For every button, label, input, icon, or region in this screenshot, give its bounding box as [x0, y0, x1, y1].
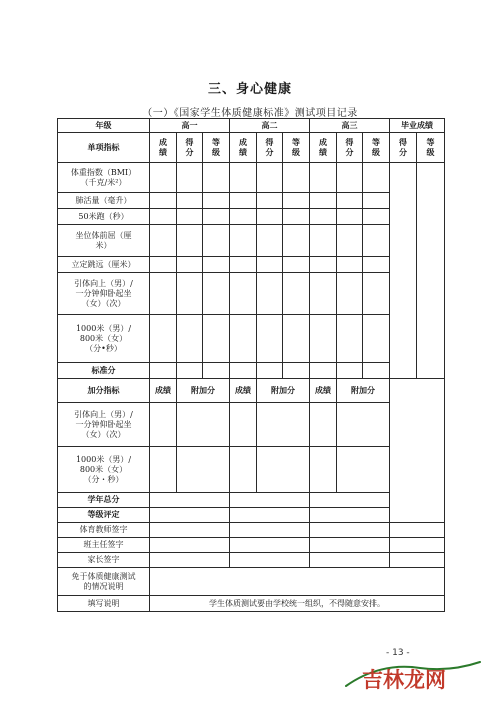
table-row — [58, 538, 445, 553]
bonus-header-row — [58, 379, 445, 403]
header-row-items — [58, 133, 445, 163]
item-50m-run: 50米跑（秒） — [58, 209, 150, 225]
table-row — [58, 596, 445, 612]
bonus-points-header: 附加分 — [257, 379, 310, 403]
grad-col-points: 得 分 — [390, 133, 417, 163]
col-level: 等 级 — [283, 133, 310, 163]
fitness-record-table — [57, 118, 445, 612]
item-pullup-situp: 引体向上（男）/ 一分钟仰卧起坐 （女）（次） — [58, 273, 150, 315]
table-row — [58, 163, 445, 193]
bonus-score-header: 成绩 — [310, 379, 337, 403]
grad-level-cell[interactable] — [417, 163, 445, 379]
table-row — [58, 315, 445, 363]
head-teacher-signature-label: 班主任签字 — [58, 538, 150, 553]
item-label: 单项指标 — [58, 133, 150, 163]
table-row — [58, 225, 445, 257]
item-bmi: 体重指数（BMI） （千克/米²） — [58, 163, 150, 193]
exemption-cell[interactable] — [150, 568, 445, 596]
table-row — [58, 447, 445, 493]
table-row — [58, 403, 445, 447]
header-row-grade — [58, 119, 445, 133]
grade-label: 年级 — [58, 119, 150, 133]
table-row — [58, 508, 445, 523]
col-points: 得 分 — [257, 133, 283, 163]
table-row — [58, 273, 445, 315]
page-title: 三、身心健康 — [207, 82, 292, 97]
watermark-text: 吉林龙网 — [362, 668, 446, 692]
page-number: - 13 - — [386, 648, 410, 658]
col-score: 成 绩 — [230, 133, 257, 163]
table-row — [58, 493, 445, 508]
bonus-item-pullup-situp: 引体向上（男）/ 一分钟仰卧起坐 （女）（次） — [58, 403, 150, 447]
graduation-score-header: 毕业成绩 — [390, 119, 445, 133]
site-watermark-logo — [340, 656, 490, 694]
standard-score-label: 标准分 — [58, 363, 150, 379]
item-sit-reach: 坐位体前屈（厘 米） — [58, 225, 150, 257]
table-row — [58, 553, 445, 568]
table-row — [58, 257, 445, 273]
table-row — [58, 363, 445, 379]
col-points: 得 分 — [337, 133, 363, 163]
grade-year1: 高一 — [150, 119, 230, 133]
bonus-label: 加分指标 — [58, 379, 150, 403]
bonus-score-header: 成绩 — [150, 379, 177, 403]
grade-year3: 高三 — [310, 119, 390, 133]
item-long-jump: 立定跳远（厘米） — [58, 257, 150, 273]
exemption-label: 免于体质健康测试 的情况说明 — [58, 568, 150, 596]
col-points: 得 分 — [177, 133, 203, 163]
grad-col-level: 等 级 — [417, 133, 445, 163]
table-row — [58, 209, 445, 225]
table-row — [58, 568, 445, 596]
col-score: 成 绩 — [310, 133, 337, 163]
table-row — [58, 193, 445, 209]
bonus-score-header: 成绩 — [230, 379, 257, 403]
table-row — [58, 523, 445, 538]
item-vital-capacity: 肺活量（毫升） — [58, 193, 150, 209]
fill-note-label: 填写说明 — [58, 596, 150, 612]
col-score: 成 绩 — [150, 133, 177, 163]
grad-points-cell[interactable] — [390, 163, 417, 379]
col-level: 等 级 — [363, 133, 390, 163]
grade-year2: 高二 — [230, 119, 310, 133]
bonus-graduation-cell — [390, 379, 445, 523]
pe-teacher-signature-label: 体育教师签字 — [58, 523, 150, 538]
item-endurance-run: 1000米（男）/ 800米（女） （分•秒） — [58, 315, 150, 363]
table-caption: （一）《国家学生体质健康标准》测试项目记录 — [142, 108, 358, 119]
level-rating-label: 等级评定 — [58, 508, 150, 523]
total-score-label: 学年总分 — [58, 493, 150, 508]
bonus-points-header: 附加分 — [337, 379, 390, 403]
col-level: 等 级 — [203, 133, 230, 163]
parent-signature-label: 家长签字 — [58, 553, 150, 568]
bonus-points-header: 附加分 — [177, 379, 230, 403]
fill-note-text: 学生体质测试要由学校统一组织，不得随意安排。 — [150, 596, 445, 612]
bonus-item-endurance-run: 1000米（男）/ 800米（女） （分・秒） — [58, 447, 150, 493]
